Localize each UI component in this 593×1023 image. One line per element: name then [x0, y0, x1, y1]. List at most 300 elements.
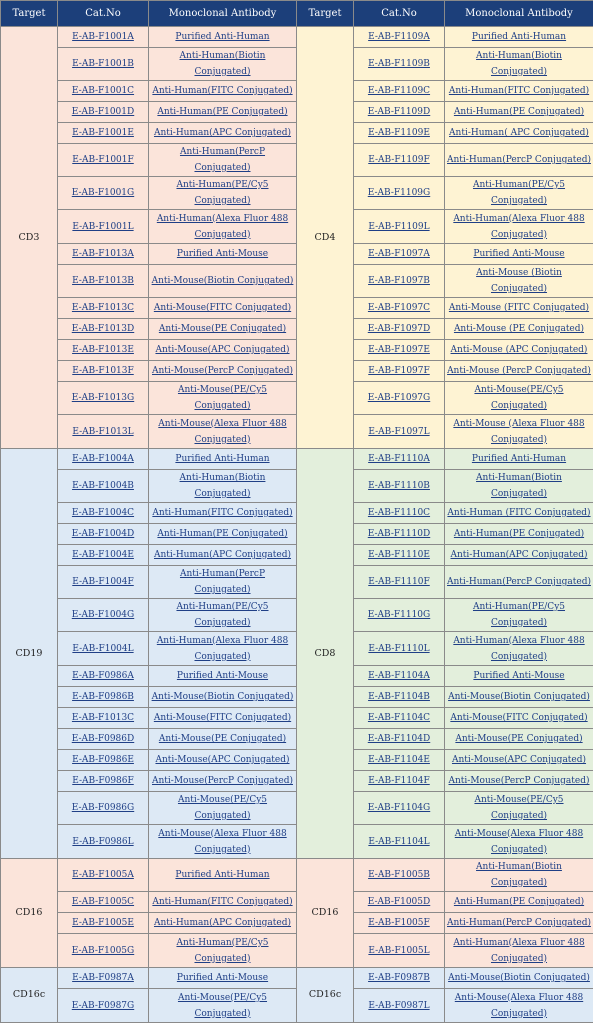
catno-link[interactable]: E-AB-F1104F [368, 776, 430, 786]
antibody-link[interactable]: Anti-Mouse(PE Conjugated) [159, 324, 286, 334]
catno-link[interactable]: E-AB-F1005A [72, 870, 134, 880]
catno-link[interactable]: E-AB-F1097L [368, 427, 429, 437]
catno-cell [354, 599, 445, 632]
catno-link[interactable]: E-AB-F0986G [72, 803, 134, 813]
catno-link[interactable]: E-AB-F1109B [368, 59, 430, 69]
antibody-cell [445, 989, 593, 1023]
antibody-cell [445, 524, 593, 545]
antibody-link[interactable]: Anti-Human(PercP Conjugated) [447, 155, 591, 165]
antibody-link[interactable]: Anti-Mouse(Alexa Fluor 488 Conjugated) [455, 829, 583, 855]
catno-link[interactable]: E-AB-F1013F [72, 366, 134, 376]
catno-link[interactable]: E-AB-F0986D [72, 734, 134, 744]
catno-link[interactable]: E-AB-F1013L [72, 427, 133, 437]
antibody-cell [149, 503, 297, 524]
antibody-link[interactable]: Anti-Human(PE Conjugated) [454, 529, 584, 539]
antibody-cell [445, 599, 593, 632]
catno-link[interactable]: E-AB-F1004B [72, 481, 134, 491]
catno-link[interactable]: E-AB-F1097B [368, 276, 430, 286]
antibody-cell [445, 144, 593, 177]
catno-link[interactable]: E-AB-F1109L [368, 222, 429, 232]
catno-cell [354, 319, 445, 340]
antibody-cell [445, 545, 593, 566]
antibody-link[interactable]: Anti-Human(APC Conjugated) [450, 550, 587, 560]
catno-cell [58, 265, 149, 298]
catno-link[interactable]: E-AB-F1013C [72, 713, 134, 723]
antibody-link[interactable]: Anti-Human(Alexa Fluor 488 Conjugated) [453, 214, 584, 240]
antibody-cell [445, 123, 593, 144]
antibody-cell [445, 566, 593, 599]
catno-cell [58, 989, 149, 1023]
antibody-cell [445, 298, 593, 319]
catno-cell [58, 708, 149, 729]
antibody-link[interactable]: Anti-Human(PE/Cy5 Conjugated) [473, 180, 565, 206]
antibody-cell [445, 340, 593, 361]
catno-cell [354, 361, 445, 382]
antibody-cell [445, 968, 593, 989]
antibody-link[interactable]: Anti-Human(PercP Conjugated) [180, 569, 265, 595]
catno-cell [354, 792, 445, 825]
catno-link[interactable]: E-AB-F0986F [72, 776, 134, 786]
antibody-link[interactable]: Anti-Mouse(PE/Cy5 Conjugated) [474, 385, 563, 411]
table-row [1, 27, 593, 48]
catno-cell [354, 545, 445, 566]
antibody-cell [149, 319, 297, 340]
catno-link[interactable]: E-AB-F1001F [72, 155, 134, 165]
antibody-link[interactable]: Anti-Human(Biotin Conjugated) [476, 862, 562, 888]
antibody-link[interactable]: Anti-Human(Biotin Conjugated) [180, 51, 266, 77]
antibody-cell [149, 859, 297, 892]
catno-cell [58, 210, 149, 244]
catno-cell [58, 968, 149, 989]
catno-link[interactable]: E-AB-F0987A [72, 973, 134, 983]
catno-link[interactable]: E-AB-F1004C [72, 508, 134, 518]
antibody-cell [445, 934, 593, 968]
catno-link[interactable]: E-AB-F1109D [368, 107, 430, 117]
antibody-cell [445, 666, 593, 687]
antibody-link[interactable]: Anti-Human( APC Conjugated) [449, 128, 589, 138]
antibody-link[interactable]: Anti-Human(Biotin Conjugated) [476, 473, 562, 499]
catno-cell [58, 545, 149, 566]
catno-link[interactable]: E-AB-F1110F [368, 577, 430, 587]
catno-cell [58, 913, 149, 934]
antibody-link[interactable]: Anti-Mouse(FITC Conjugated) [450, 713, 587, 723]
catno-cell [58, 244, 149, 265]
antibody-link[interactable]: Anti-Mouse(PE/Cy5 Conjugated) [474, 795, 563, 821]
antibody-link[interactable]: Anti-Mouse(Biotin Conjugated) [152, 692, 294, 702]
catno-link[interactable]: E-AB-F1097A [368, 249, 430, 259]
antibody-link[interactable]: Anti-Human(FITC Conjugated) [152, 897, 292, 907]
antibody-cell [149, 48, 297, 81]
antibody-link[interactable]: Anti-Human(Alexa Fluor 488 Conjugated) [157, 214, 288, 240]
catno-cell [354, 729, 445, 750]
antibody-link[interactable]: Anti-Mouse(FITC Conjugated) [154, 713, 291, 723]
header-target-left: Target [1, 1, 58, 27]
antibody-cell [149, 968, 297, 989]
table-body [1, 27, 593, 1023]
header-antibody-left: Monoclonal Antibody [149, 1, 297, 27]
antibody-cell [445, 771, 593, 792]
catno-cell [354, 81, 445, 102]
antibody-cell [445, 687, 593, 708]
antibody-link[interactable]: Purified Anti-Human [175, 32, 269, 42]
catno-link[interactable]: E-AB-F1109G [368, 188, 430, 198]
antibody-cell [149, 934, 297, 968]
catno-link[interactable]: E-AB-F1004A [72, 454, 134, 464]
antibody-cell [149, 415, 297, 449]
antibody-link[interactable]: Anti-Mouse(APC Conjugated) [155, 755, 289, 765]
antibody-link[interactable]: Anti-Mouse (APC Conjugated) [451, 345, 588, 355]
catno-link[interactable]: E-AB-F1110A [368, 454, 430, 464]
antibody-link[interactable]: Anti-Human(PE Conjugated) [157, 529, 287, 539]
antibody-link[interactable]: Anti-Human(PE/Cy5 Conjugated) [473, 602, 565, 628]
catno-link[interactable]: E-AB-F1013A [72, 249, 134, 259]
table-row [1, 859, 593, 892]
catno-link[interactable]: E-AB-F1109F [368, 155, 430, 165]
catno-cell [354, 123, 445, 144]
catno-cell [58, 750, 149, 771]
catno-link[interactable]: E-AB-F1001A [72, 32, 134, 42]
antibody-cell [149, 599, 297, 632]
catno-link[interactable]: E-AB-F1110G [368, 610, 430, 620]
catno-cell [58, 632, 149, 666]
antibody-cell [149, 340, 297, 361]
antibody-link[interactable]: Anti-Human(PE/Cy5 Conjugated) [176, 180, 268, 206]
catno-cell [58, 934, 149, 968]
table-row [1, 968, 593, 989]
antibody-link[interactable]: Purified Anti-Human [472, 32, 566, 42]
antibody-cell [149, 771, 297, 792]
catno-link[interactable]: E-AB-F1013C [72, 303, 134, 313]
antibody-cell [445, 210, 593, 244]
antibody-cell [445, 265, 593, 298]
catno-link[interactable]: E-AB-F1004F [72, 577, 134, 587]
catno-link[interactable]: E-AB-F1109A [368, 32, 430, 42]
antibody-link[interactable]: Anti-Mouse(APC Conjugated) [452, 755, 586, 765]
antibody-link[interactable]: Anti-Mouse(PE/Cy5 Conjugated) [178, 385, 267, 411]
catno-link[interactable]: E-AB-F1001B [72, 59, 134, 69]
catno-link[interactable]: E-AB-F1005F [368, 918, 430, 928]
catno-cell [354, 566, 445, 599]
antibody-link[interactable]: Anti-Human(FITC Conjugated) [152, 508, 292, 518]
antibody-link[interactable]: Anti-Human(Biotin Conjugated) [476, 51, 562, 77]
antibody-link[interactable]: Anti-Mouse(FITC Conjugated) [154, 303, 291, 313]
antibody-cell [149, 123, 297, 144]
antibody-link[interactable]: Anti-Human(Biotin Conjugated) [180, 473, 266, 499]
antibody-cell [445, 382, 593, 415]
antibody-cell [445, 470, 593, 503]
antibody-link[interactable]: Anti-Mouse(Biotin Conjugated) [152, 276, 294, 286]
antibody-cell [445, 102, 593, 123]
catno-cell [354, 382, 445, 415]
antibody-cell [149, 449, 297, 470]
antibody-cell [149, 545, 297, 566]
target-cell-right: CD16c [297, 968, 354, 1023]
antibody-link[interactable]: Anti-Mouse(PercP Conjugated) [152, 776, 293, 786]
antibody-link[interactable]: Anti-Mouse(Biotin Conjugated) [448, 692, 590, 702]
target-cell-right: CD16 [297, 859, 354, 968]
catno-link[interactable]: E-AB-F1110B [368, 481, 430, 491]
catno-link[interactable]: E-AB-F0987L [368, 1001, 429, 1011]
catno-cell [354, 892, 445, 913]
antibody-link[interactable]: Anti-Mouse (PercP Conjugated) [447, 366, 591, 376]
catno-cell [58, 566, 149, 599]
catno-link[interactable]: E-AB-F1097E [368, 345, 430, 355]
catno-link[interactable]: E-AB-F1004G [72, 610, 134, 620]
antibody-cell [149, 825, 297, 859]
catno-cell [354, 687, 445, 708]
antibody-link[interactable]: Anti-Human (FITC Conjugated) [447, 508, 590, 518]
antibody-link[interactable]: Anti-Mouse(PE Conjugated) [159, 734, 286, 744]
antibody-cell [149, 632, 297, 666]
catno-link[interactable]: E-AB-F1104B [368, 692, 430, 702]
catno-cell [354, 177, 445, 210]
catno-cell [58, 144, 149, 177]
catno-cell [58, 81, 149, 102]
target-cell-right: CD4 [297, 27, 354, 449]
catno-link[interactable]: E-AB-F1001C [72, 86, 134, 96]
catno-cell [354, 524, 445, 545]
catno-cell [58, 792, 149, 825]
catno-link[interactable]: E-AB-F1013E [72, 345, 134, 355]
antibody-link[interactable]: Anti-Human(APC Conjugated) [154, 550, 291, 560]
antibody-cell [445, 177, 593, 210]
antibody-link[interactable]: Anti-Human(APC Conjugated) [154, 918, 291, 928]
antibody-link[interactable]: Anti-Human(PercP Conjugated) [447, 918, 591, 928]
antibody-link[interactable]: Anti-Human(FITC Conjugated) [152, 86, 292, 96]
antibody-cell [445, 449, 593, 470]
antibody-cell [149, 144, 297, 177]
catno-link[interactable]: E-AB-F1104L [368, 837, 429, 847]
antibody-cell [149, 382, 297, 415]
catno-link[interactable]: E-AB-F1005C [72, 897, 134, 907]
catno-cell [58, 340, 149, 361]
antibody-cell [149, 81, 297, 102]
catno-cell [354, 989, 445, 1023]
antibody-link[interactable]: Anti-Mouse(PE Conjugated) [455, 734, 582, 744]
antibody-link[interactable]: Anti-Mouse(Alexa Fluor 488 Conjugated) [158, 829, 286, 855]
antibody-cell [445, 792, 593, 825]
antibody-cell [149, 913, 297, 934]
antibody-link[interactable]: Anti-Human(Alexa Fluor 488 Conjugated) [453, 938, 584, 964]
catno-link[interactable]: E-AB-F1005L [368, 946, 429, 956]
target-cell-left: CD3 [1, 27, 58, 449]
antibody-cell [445, 503, 593, 524]
antibody-cell [445, 632, 593, 666]
catno-link[interactable]: E-AB-F1005E [72, 918, 134, 928]
catno-cell [354, 632, 445, 666]
antibody-link[interactable]: Purified Anti-Human [175, 870, 269, 880]
header-catno-left: Cat.No [58, 1, 149, 27]
antibody-cell [445, 859, 593, 892]
catno-link[interactable]: E-AB-F0986B [72, 692, 134, 702]
catno-link[interactable]: E-AB-F1110C [368, 508, 430, 518]
catno-cell [354, 771, 445, 792]
catno-cell [354, 340, 445, 361]
catno-link[interactable]: E-AB-F1004L [72, 644, 133, 654]
antibody-cell [149, 708, 297, 729]
catno-cell [58, 666, 149, 687]
header-target-right: Target [297, 1, 354, 27]
antibody-link[interactable]: Anti-Mouse(Biotin Conjugated) [448, 973, 590, 983]
catno-cell [58, 361, 149, 382]
antibody-cell [445, 708, 593, 729]
antibody-cell [149, 892, 297, 913]
catno-link[interactable]: E-AB-F1104E [368, 755, 430, 765]
catno-link[interactable]: E-AB-F1110L [368, 644, 429, 654]
antibody-cell [149, 729, 297, 750]
antibody-link[interactable]: Anti-Mouse(PercP Conjugated) [449, 776, 590, 786]
antibody-link[interactable]: Anti-Human(Alexa Fluor 488 Conjugated) [453, 636, 584, 662]
antibody-link[interactable]: Purified Anti-Mouse [473, 671, 564, 681]
catno-link[interactable]: E-AB-F1109C [368, 86, 430, 96]
catno-cell [354, 144, 445, 177]
antibody-link[interactable]: Purified Anti-Mouse [177, 249, 268, 259]
catno-link[interactable]: E-AB-F1097C [368, 303, 430, 313]
antibody-link[interactable]: Anti-Human(PE Conjugated) [157, 107, 287, 117]
antibody-cell [149, 989, 297, 1023]
antibody-cell [445, 361, 593, 382]
table-row [1, 449, 593, 470]
catno-cell [354, 708, 445, 729]
antibody-link[interactable]: Anti-Mouse(PE/Cy5 Conjugated) [178, 993, 267, 1019]
antibody-link[interactable]: Purified Anti-Mouse [177, 973, 268, 983]
antibody-cell [445, 892, 593, 913]
antibody-link[interactable]: Anti-Human(PE/Cy5 Conjugated) [176, 938, 268, 964]
antibody-cell [445, 81, 593, 102]
catno-link[interactable]: E-AB-F1104A [368, 671, 430, 681]
antibody-cell [445, 244, 593, 265]
catno-link[interactable]: E-AB-F1013G [72, 393, 134, 403]
antibody-link[interactable]: Anti-Mouse (PE Conjugated) [454, 324, 584, 334]
antibody-link[interactable]: Anti-Human(APC Conjugated) [154, 128, 291, 138]
antibody-link[interactable]: Anti-Human(PercP Conjugated) [447, 577, 591, 587]
target-cell-left: CD16c [1, 968, 58, 1023]
antibody-link[interactable]: Anti-Mouse (Alexa Fluor 488 Conjugated) [453, 419, 584, 445]
antibody-cell [149, 687, 297, 708]
catno-cell [354, 859, 445, 892]
antibody-link[interactable]: Anti-Human(PE/Cy5 Conjugated) [176, 602, 268, 628]
antibody-cell [149, 470, 297, 503]
antibody-link[interactable]: Anti-Mouse(PE/Cy5 Conjugated) [178, 795, 267, 821]
antibody-cell [445, 750, 593, 771]
catno-link[interactable]: E-AB-F1004D [72, 529, 134, 539]
catno-link[interactable]: E-AB-F1013D [72, 324, 134, 334]
catno-link[interactable]: E-AB-F0986E [72, 755, 134, 765]
catno-cell [58, 27, 149, 48]
catno-link[interactable]: E-AB-F1013B [72, 276, 134, 286]
catno-cell [58, 449, 149, 470]
antibody-link[interactable]: Purified Anti-Mouse [473, 249, 564, 259]
catno-link[interactable]: E-AB-F1001D [72, 107, 134, 117]
catno-link[interactable]: E-AB-F0986L [72, 837, 133, 847]
antibody-link[interactable]: Anti-Mouse (Biotin Conjugated) [476, 268, 562, 294]
antibody-cell [445, 913, 593, 934]
antibody-cell [149, 210, 297, 244]
antibody-cell [445, 48, 593, 81]
antibody-link[interactable]: Anti-Mouse(PercP Conjugated) [152, 366, 293, 376]
antibody-link[interactable]: Purified Anti-Human [175, 454, 269, 464]
antibody-link[interactable]: Anti-Human(Alexa Fluor 488 Conjugated) [157, 636, 288, 662]
antibody-link[interactable]: Anti-Human(FITC Conjugated) [449, 86, 589, 96]
catno-cell [354, 470, 445, 503]
catno-cell [58, 319, 149, 340]
catno-cell [58, 382, 149, 415]
catno-link[interactable]: E-AB-F1104G [368, 803, 430, 813]
catno-link[interactable]: E-AB-F1110E [368, 550, 430, 560]
catno-link[interactable]: E-AB-F0986A [72, 671, 134, 681]
catno-cell [354, 210, 445, 244]
catno-cell [58, 687, 149, 708]
antibody-link[interactable]: Anti-Mouse(Alexa Fluor 488 Conjugated) [158, 419, 286, 445]
antibody-link[interactable]: Anti-Human(PE Conjugated) [454, 897, 584, 907]
catno-cell [58, 503, 149, 524]
catno-cell [58, 123, 149, 144]
antibody-link[interactable]: Purified Anti-Human [472, 454, 566, 464]
catno-cell [58, 48, 149, 81]
catno-cell [354, 415, 445, 449]
catno-cell [58, 729, 149, 750]
catno-link[interactable]: E-AB-F1097D [368, 324, 430, 334]
catno-cell [354, 48, 445, 81]
antibody-cell [445, 319, 593, 340]
catno-link[interactable]: E-AB-F1001G [72, 188, 134, 198]
antibody-link[interactable]: Anti-Mouse(Alexa Fluor 488 Conjugated) [455, 993, 583, 1019]
catno-link[interactable]: E-AB-F1104C [368, 713, 430, 723]
antibody-cell [149, 361, 297, 382]
catno-link[interactable]: E-AB-F1005G [72, 946, 134, 956]
catno-link[interactable]: E-AB-F1004E [72, 550, 134, 560]
catno-link[interactable]: E-AB-F1001E [72, 128, 134, 138]
antibody-cell [445, 729, 593, 750]
antibody-link[interactable]: Anti-Human(PE Conjugated) [454, 107, 584, 117]
catno-link[interactable]: E-AB-F1001L [72, 222, 133, 232]
catno-link[interactable]: E-AB-F1097F [368, 366, 430, 376]
antibody-link[interactable]: Anti-Mouse(APC Conjugated) [155, 345, 289, 355]
catno-cell [58, 102, 149, 123]
antibody-cell [149, 792, 297, 825]
catno-link[interactable]: E-AB-F1104D [368, 734, 430, 744]
catno-cell [354, 265, 445, 298]
antibody-cell [149, 750, 297, 771]
antibody-link[interactable]: Anti-Mouse (FITC Conjugated) [449, 303, 589, 313]
catno-link[interactable]: E-AB-F1005B [368, 870, 430, 880]
header-catno-right: Cat.No [354, 1, 445, 27]
antibody-cell [445, 415, 593, 449]
antibody-cell [149, 27, 297, 48]
catno-cell [354, 298, 445, 319]
catno-link[interactable]: E-AB-F1005D [368, 897, 430, 907]
target-cell-left: CD19 [1, 449, 58, 859]
catno-cell [58, 177, 149, 210]
antibody-cell [445, 825, 593, 859]
catno-cell [354, 750, 445, 771]
antibody-cell [149, 524, 297, 545]
catno-cell [354, 934, 445, 968]
antibody-cell [445, 27, 593, 48]
catno-link[interactable]: E-AB-F1097G [368, 393, 430, 403]
catno-link[interactable]: E-AB-F0987B [368, 973, 430, 983]
catno-cell [58, 415, 149, 449]
catno-cell [354, 913, 445, 934]
catno-link[interactable]: E-AB-F1110D [368, 529, 430, 539]
antibody-cell [149, 244, 297, 265]
catno-link[interactable]: E-AB-F1109E [368, 128, 430, 138]
catno-cell [354, 27, 445, 48]
target-cell-right: CD8 [297, 449, 354, 859]
antibody-link[interactable]: Purified Anti-Mouse [177, 671, 268, 681]
antibody-link[interactable]: Anti-Human(PercP Conjugated) [180, 147, 265, 173]
catno-link[interactable]: E-AB-F0987G [72, 1001, 134, 1011]
